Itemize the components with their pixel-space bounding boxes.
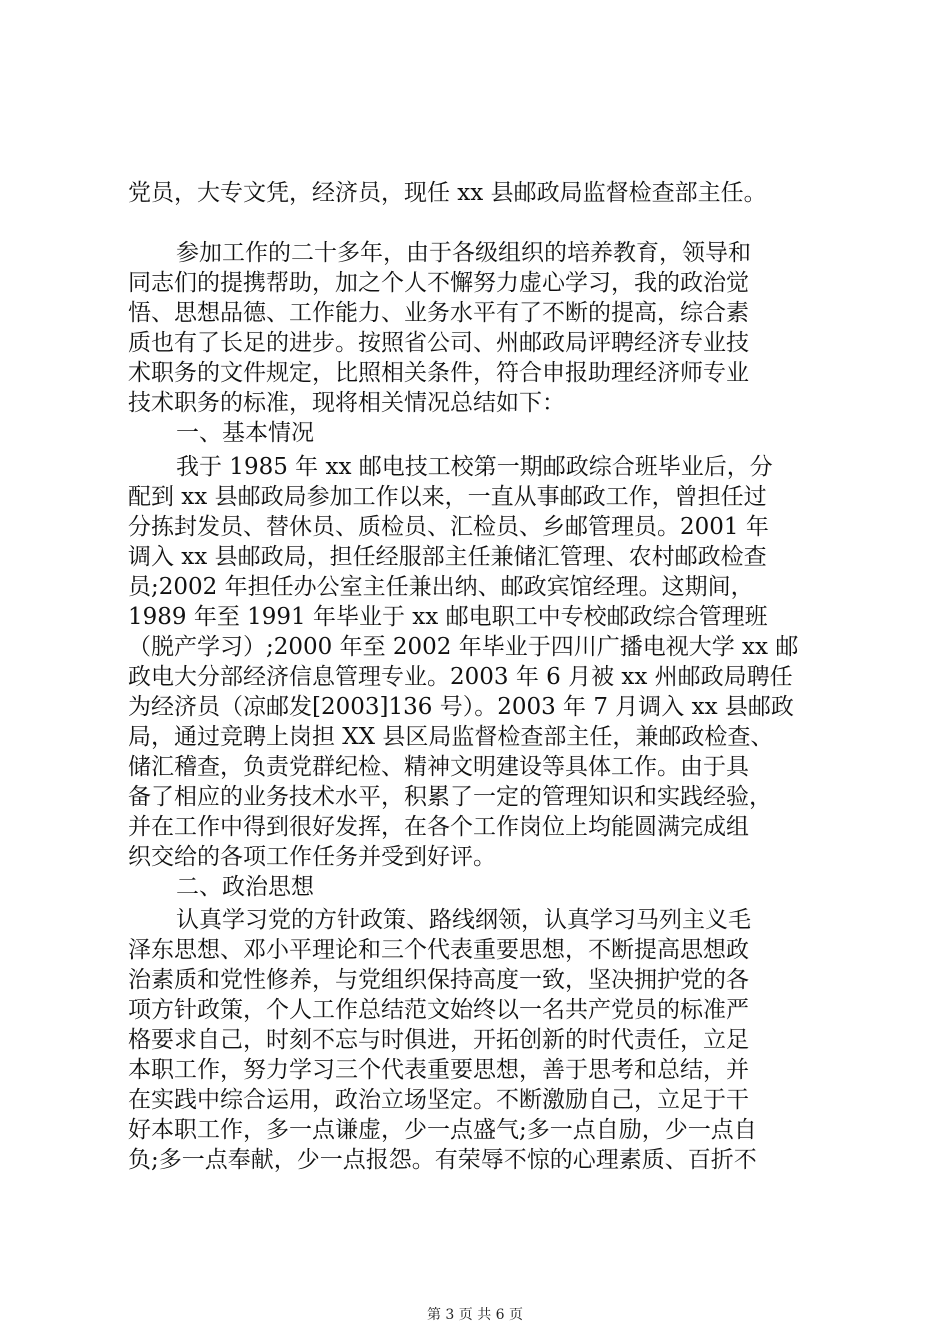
section-heading: 一、基本情况 [176, 420, 314, 446]
text-line: 配到 xx 县邮政局参加工作以来，一直从事邮政工作，曾担任过 [128, 484, 767, 510]
page-number: 第 3 页 共 6 页 [426, 1307, 524, 1323]
text-line: 员;2002 年担任办公室主任兼出纳、邮政宾馆经理。这期间， [128, 574, 754, 600]
text-line: 认真学习党的方针政策、路线纲领，认真学习马列主义毛 [176, 907, 751, 933]
text-line: 在实践中综合运用，政治立场坚定。不断激励自己，立足于干 [128, 1087, 749, 1113]
text-line: 储汇稽查，负责党群纪检、精神文明建设等具体工作。由于具 [128, 754, 749, 780]
text-line: 并在工作中得到很好发挥，在各个工作岗位上均能圆满完成组 [128, 814, 749, 840]
text-line: 项方针政策，个人工作总结范文始终以一名共产党员的标准严 [128, 997, 749, 1023]
text-line: 参加工作的二十多年，由于各级组织的培养教育，领导和 [176, 240, 751, 266]
text-line: 好本职工作，多一点谦虚，少一点盛气;多一点自励，少一点自 [128, 1117, 757, 1143]
text-line: 负;多一点奉献，少一点报怨。有荣辱不惊的心理素质、百折不 [128, 1147, 757, 1173]
text-line: 政电大分部经济信息管理专业。2003 年 6 月被 xx 州邮政局聘任 [128, 664, 793, 690]
text-line: 调入 xx 县邮政局，担任经服部主任兼储汇管理、农村邮政检查 [128, 544, 767, 570]
text-line: 技术职务的标准，现将相关情况总结如下： [128, 390, 565, 416]
text-line: 1989 年至 1991 年毕业于 xx 邮电职工中专校邮政综合管理班 [128, 604, 768, 630]
text-line: 本职工作，努力学习三个代表重要思想，善于思考和总结，并 [128, 1057, 749, 1083]
text-line: 治素质和党性修养，与党组织保持高度一致，坚决拥护党的各 [128, 967, 749, 993]
text-line: 织交给的各项工作任务并受到好评。 [128, 844, 496, 870]
text-line: （脱产学习）;2000 年至 2002 年毕业于四川广播电视大学 xx 邮 [128, 634, 799, 660]
text-line: 格要求自己，时刻不忘与时俱进，开拓创新的时代责任，立足 [128, 1027, 749, 1053]
text-line: 同志们的提携帮助，加之个人不懈努力虚心学习，我的政治觉 [128, 270, 749, 296]
section-heading: 二、政治思想 [176, 874, 314, 900]
text-line: 泽东思想、邓小平理论和三个代表重要思想，不断提高思想政 [128, 937, 749, 963]
text-line: 为经济员（凉邮发[2003]136 号）。2003 年 7 月调入 xx 县邮政 [128, 694, 794, 720]
text-line: 质也有了长足的进步。按照省公司、州邮政局评聘经济专业技 [128, 330, 749, 356]
text-line: 悟、思想品德、工作能力、业务水平有了不断的提高，综合素 [128, 300, 749, 326]
text-line: 党员，大专文凭，经济员，现任 xx 县邮政局监督检查部主任。 [128, 180, 767, 206]
text-line: 分拣封发员、替休员、质检员、汇检员、乡邮管理员。2001 年 [128, 514, 769, 540]
text-line: 备了相应的业务技术水平，积累了一定的管理知识和实践经验， [128, 784, 772, 810]
text-line: 我于 1985 年 xx 邮电技工校第一期邮政综合班毕业后，分 [176, 454, 773, 480]
text-line: 术职务的文件规定，比照相关条件，符合申报助理经济师专业 [128, 360, 749, 386]
text-line: 局，通过竞聘上岗担 XX 县区局监督检查部主任，兼邮政检查、 [128, 724, 774, 750]
